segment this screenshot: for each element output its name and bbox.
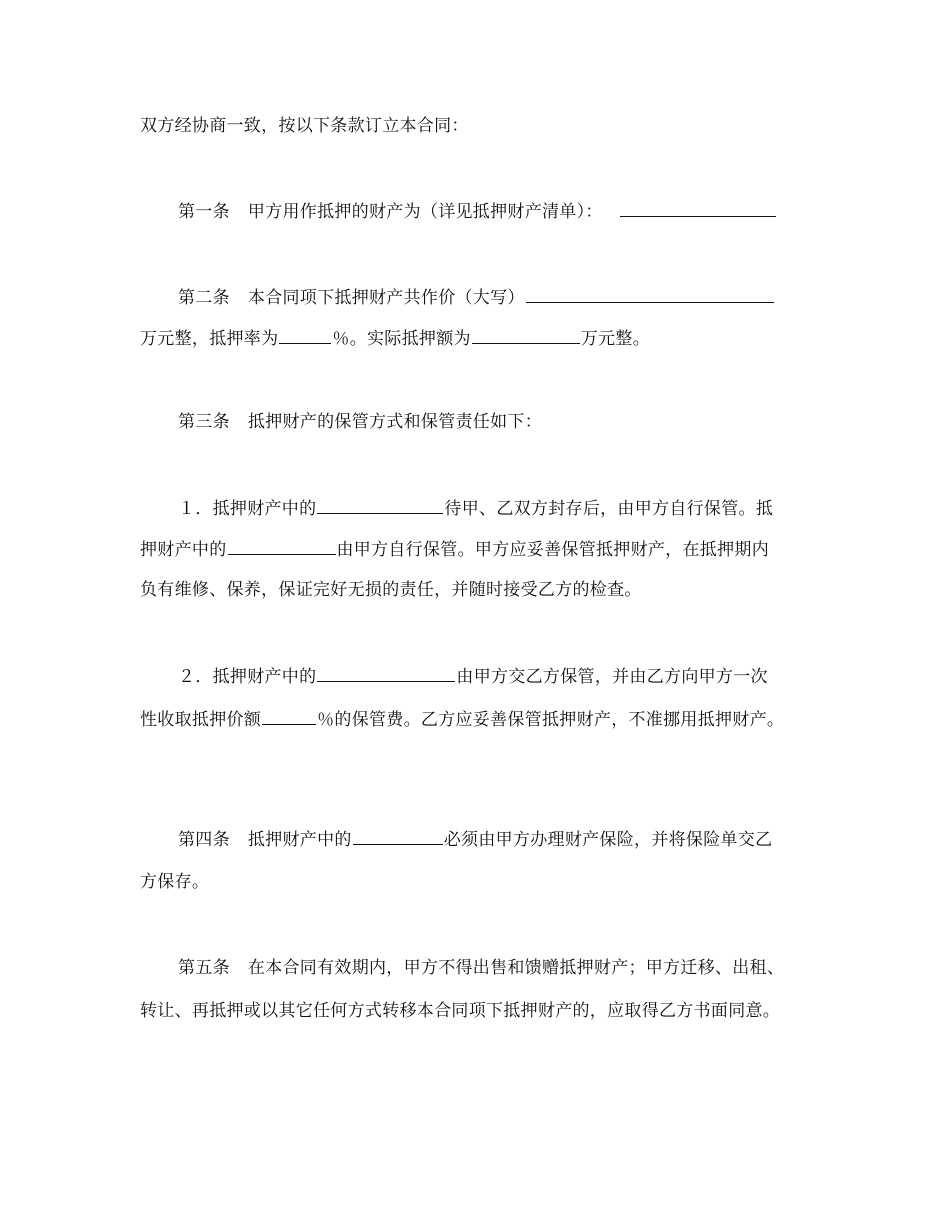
item-1-text-2a: 押财产中的 [140,540,227,560]
item-2-text-2b: ％的保管费。乙方应妥善保管抵押财产，不准挪用抵押财产。 [317,710,785,730]
blank-custody-fee-rate[interactable] [262,707,316,725]
article-1-text: 甲方用作抵押的财产为（详见抵押财产清单）： [247,202,603,222]
article-5-line-2: 转让、再抵押或以其它任何方式转移本合同项下抵押财产的，应取得乙方书面同意。 [140,1001,781,1021]
item-1-text-a: 抵押财产中的 [212,499,317,519]
article-3-text: 抵押财产的保管方式和保管责任如下： [247,412,543,432]
item-1-text-b: 待甲、乙双方封存后，由甲方自行保管。抵 [444,499,774,519]
item-1-line-3: 负有维修、保养，保证完好无损的责任，并随时接受乙方的检查。 [140,580,642,600]
article-2-line-2 [140,326,650,351]
item-1-text-2b: 由甲方自行保管。甲方应妥善保管抵押财产，在抵押期内 [336,540,769,560]
blank-insured-property[interactable] [353,827,443,845]
blank-party-b-kept-property[interactable] [317,664,455,682]
article-1 [178,199,777,224]
item-2-text-2a: 性收取抵押价额 [140,710,262,730]
intro-text: 双方经协商一致，按以下条款订立本合同： [140,116,469,136]
blank-property-list[interactable] [620,199,776,217]
article-4-text-b: 必须由甲方办理财产保险，并将保险单交乙 [443,830,773,850]
article-2-text-2b: ％。实际抵押额为 [332,329,471,349]
article-3-heading: 第三条 [178,412,230,432]
article-5-heading: 第五条 [178,958,230,978]
blank-mortgage-rate[interactable] [279,326,331,344]
article-5-text: 在本合同有效期内，甲方不得出售和馈赠抵押财产；甲方迁移、出租、 [247,958,785,978]
article-5 [178,956,784,980]
article-4-line-2: 方保存。 [140,872,210,892]
blank-sealed-property[interactable] [317,496,443,514]
blank-self-kept-property[interactable] [228,537,336,555]
article-4-heading: 第四条 [178,830,230,850]
article-4 [178,827,772,852]
blank-actual-mortgage-amount[interactable] [472,326,580,344]
blank-valuation-amount[interactable] [526,285,774,303]
article-1-heading: 第一条 [178,202,230,222]
article-2-text-2a: 万元整，抵押率为 [140,329,279,349]
item-2-line-2 [140,707,784,732]
article-2 [178,285,775,310]
item-2-number: ２． [178,667,213,687]
item-1 [178,496,773,521]
item-2-text-b: 由甲方交乙方保管，并由乙方向甲方一次 [456,667,768,687]
article-3 [178,410,542,434]
article-2-text-2c: 万元整。 [580,329,651,349]
item-1-number: １． [178,499,213,519]
item-1-line-2 [140,537,769,562]
item-2-text-a: 抵押财产中的 [212,667,317,687]
article-4-text-a: 抵押财产中的 [247,830,352,850]
article-2-text: 本合同项下抵押财产共作价（大写） [247,288,525,308]
item-2 [178,664,768,689]
article-2-heading: 第二条 [178,288,230,308]
